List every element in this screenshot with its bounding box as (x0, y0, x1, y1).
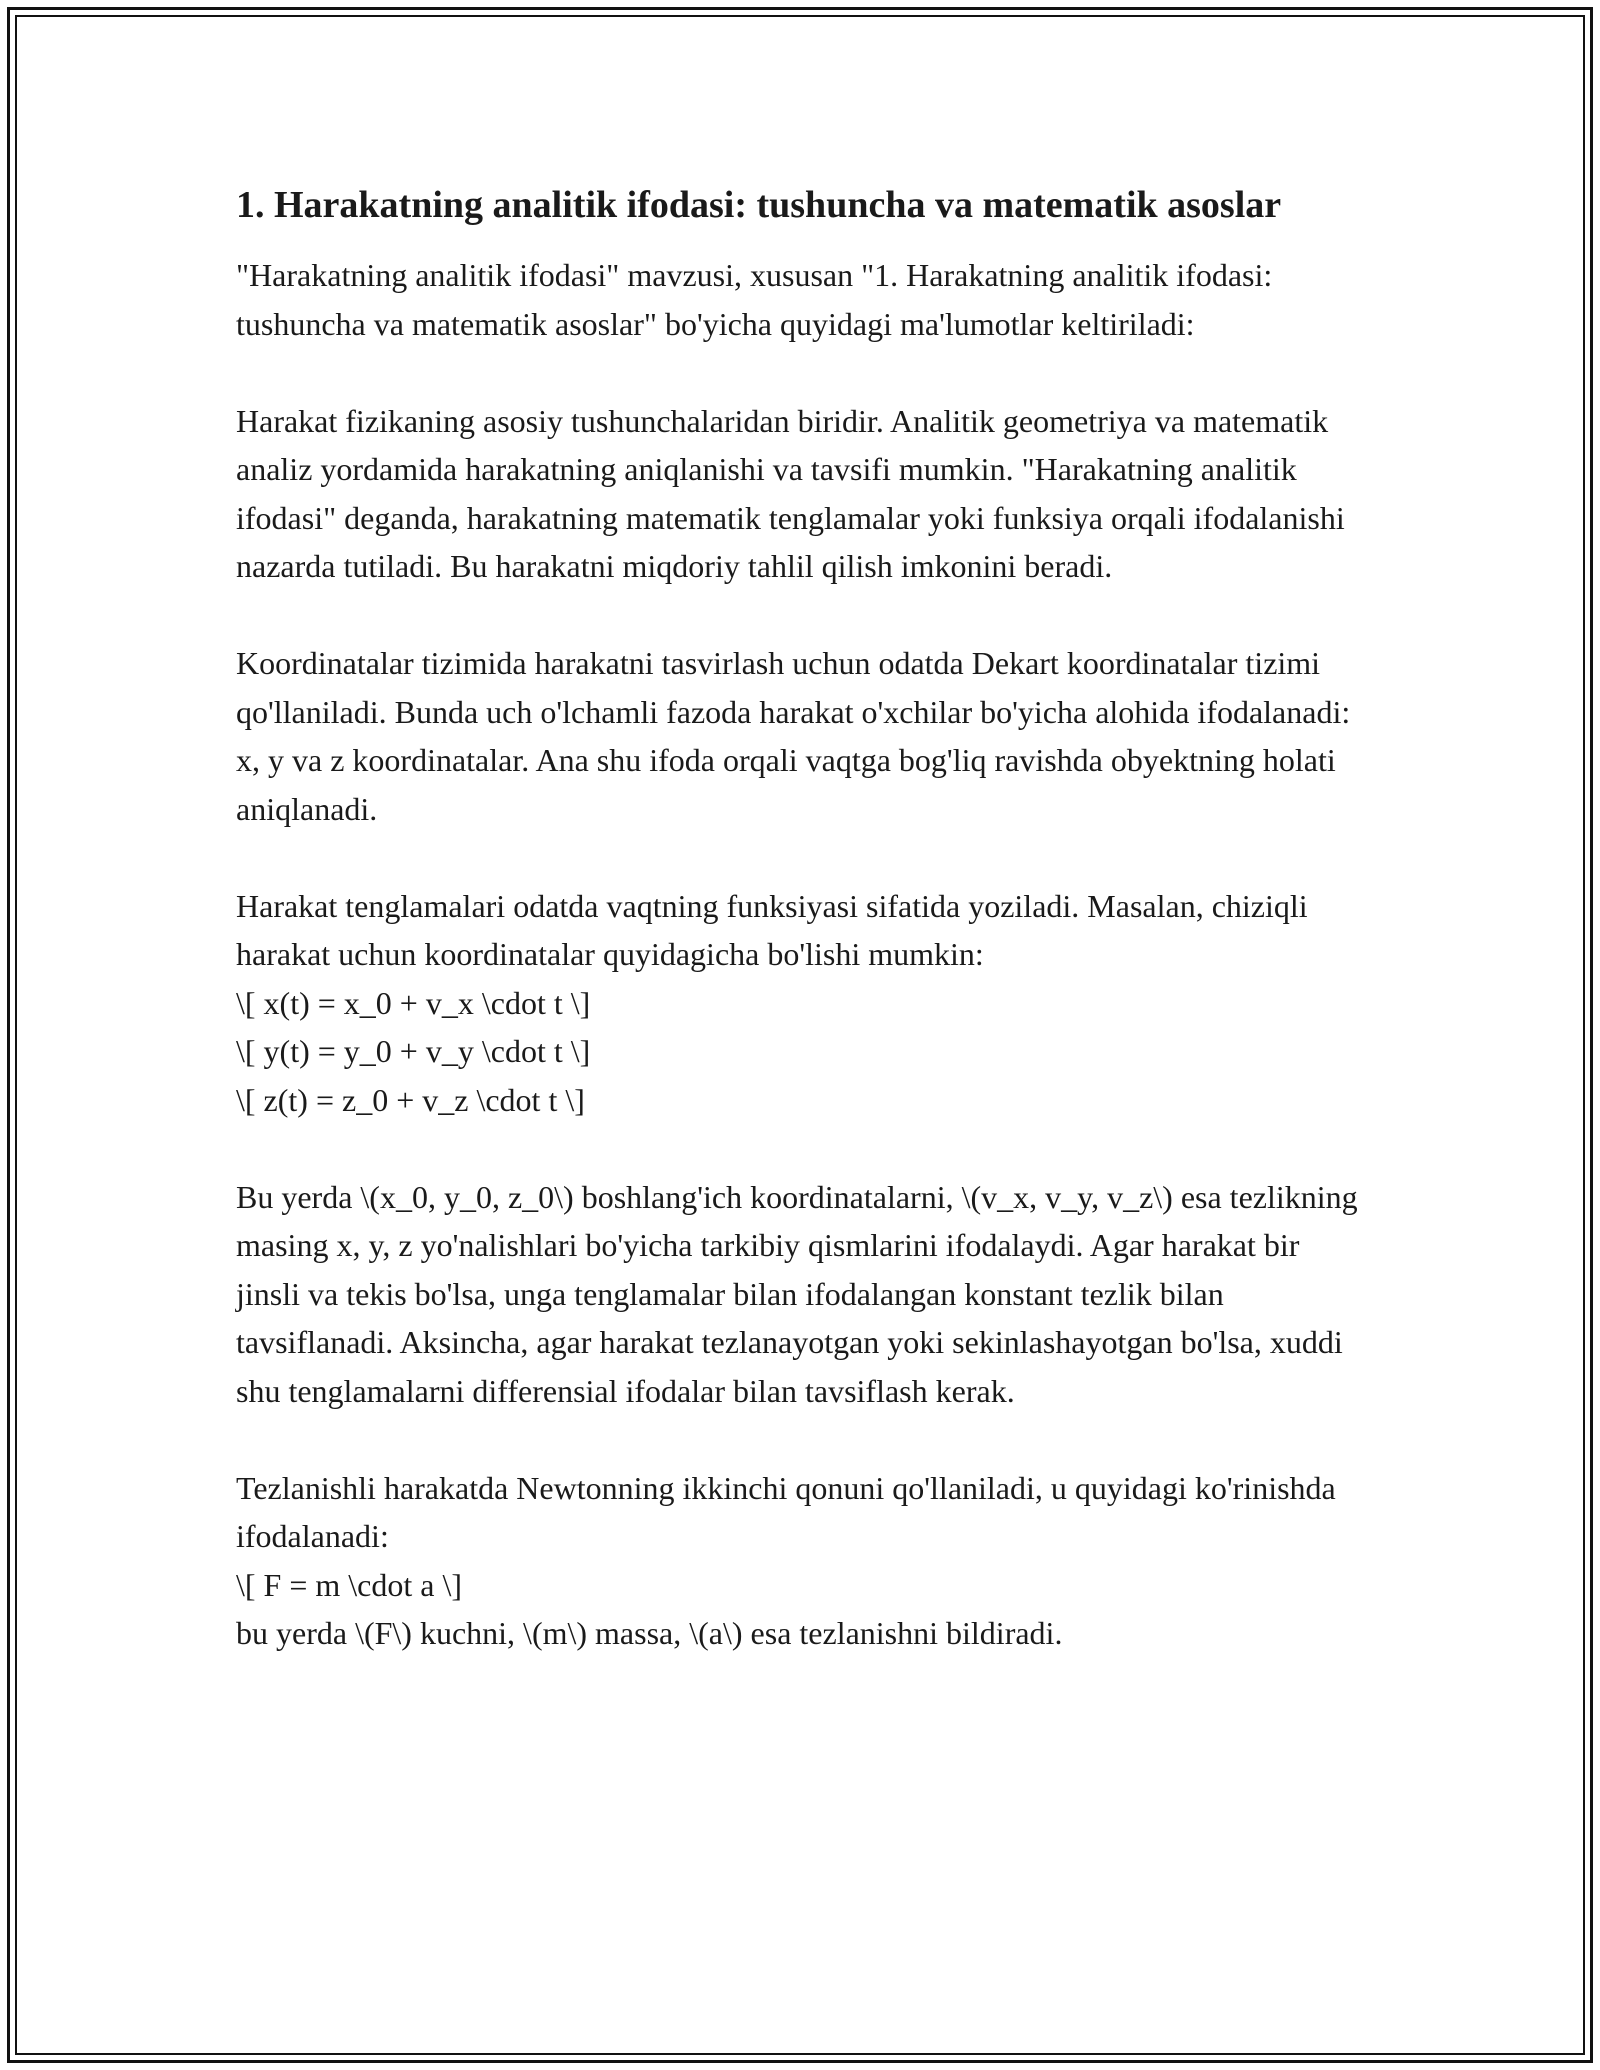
newton-explanation: bu yerda \(F\) kuchni, \(m\) massa, \(a\) esa tezlanishni bildiradi. (236, 1615, 1063, 1651)
equation-y: \[ y(t) = y_0 + v_y \cdot t \] (236, 1033, 591, 1069)
equations-intro: Harakat tenglamalari odatda vaqtning funksiyasi sifatida yoziladi. Masalan, chiziqli harakat uchun koordinatalar quyidagicha bo'lishi mumkin: (236, 887, 1308, 972)
section-heading: 1. Harakatning analitik ifodasi: tushuncha va matematik asoslar (236, 184, 1282, 226)
newton-equation: \[ F = m \cdot a \] (236, 1566, 463, 1603)
newton-intro: Tezlanishli harakatda Newtonning ikkinchi qonuni qo'llaniladi, u quyidagi ko'rinishda ifodalanadi: (236, 1469, 1336, 1554)
newton-block (236, 1464, 1366, 1658)
document-body (236, 178, 1366, 1658)
equations-block (236, 882, 1366, 1125)
equation-x: \[ x(t) = x_0 + v_x \cdot t \] (236, 984, 591, 1021)
variables-paragraph: Bu yerda \(x_0, y_0, z_0\) boshlang'ich koordinatalarni, \(v_x, v_y, v_z\) esa tezlikning masing x, y, z yo'nalishlari bo'yicha tarkibiy qismlarini ifodalaydi. Agar harakat bir jinsli va tekis bo'lsa, unga tenglamalar bilan ifodalangan konstant tezlik bilan tavsiflanadi. Aksincha, agar harakat tezlanayotgan yoki sekinlashayotgan bo'lsa, xuddi shu tenglamalarni differensial ifodalar bilan tavsiflash kerak. (236, 1178, 1358, 1409)
equation-z: \[ z(t) = z_0 + v_z \cdot t \] (236, 1081, 585, 1118)
intro-paragraph: "Harakatning analitik ifodasi" mavzusi, xususan "1. Harakatning analitik ifodasi: tushuncha va matematik asoslar" bo'yicha quyidagi ma'lumotlar keltiriladi: (236, 257, 1273, 342)
coordinate-system-paragraph: Koordinatalar tizimida harakatni tasvirlash uchun odatda Dekart koordinatalar tizimi qo'llaniladi. Bunda uch o'lchamli fazoda harakat o'xchilar bo'yicha alohida ifodalanadi: x, y va z koordinatalar. Ana shu ifoda orqali vaqtga bog'liq ravishda obyektning holati aniqlanadi. (236, 645, 1351, 827)
definition-paragraph: Harakat fizikaning asosiy tushunchalaridan biridir. Analitik geometriya va matematik analiz yordamida harakatning aniqlanishi va tavsifi mumkin. "Harakatning analitik ifodasi" deganda, harakatning matematik tenglamalar yoki funksiya orqali ifodalanishi nazarda tutiladi. Bu harakatni miqdoriy tahlil qilish imkonini beradi. (236, 402, 1345, 584)
